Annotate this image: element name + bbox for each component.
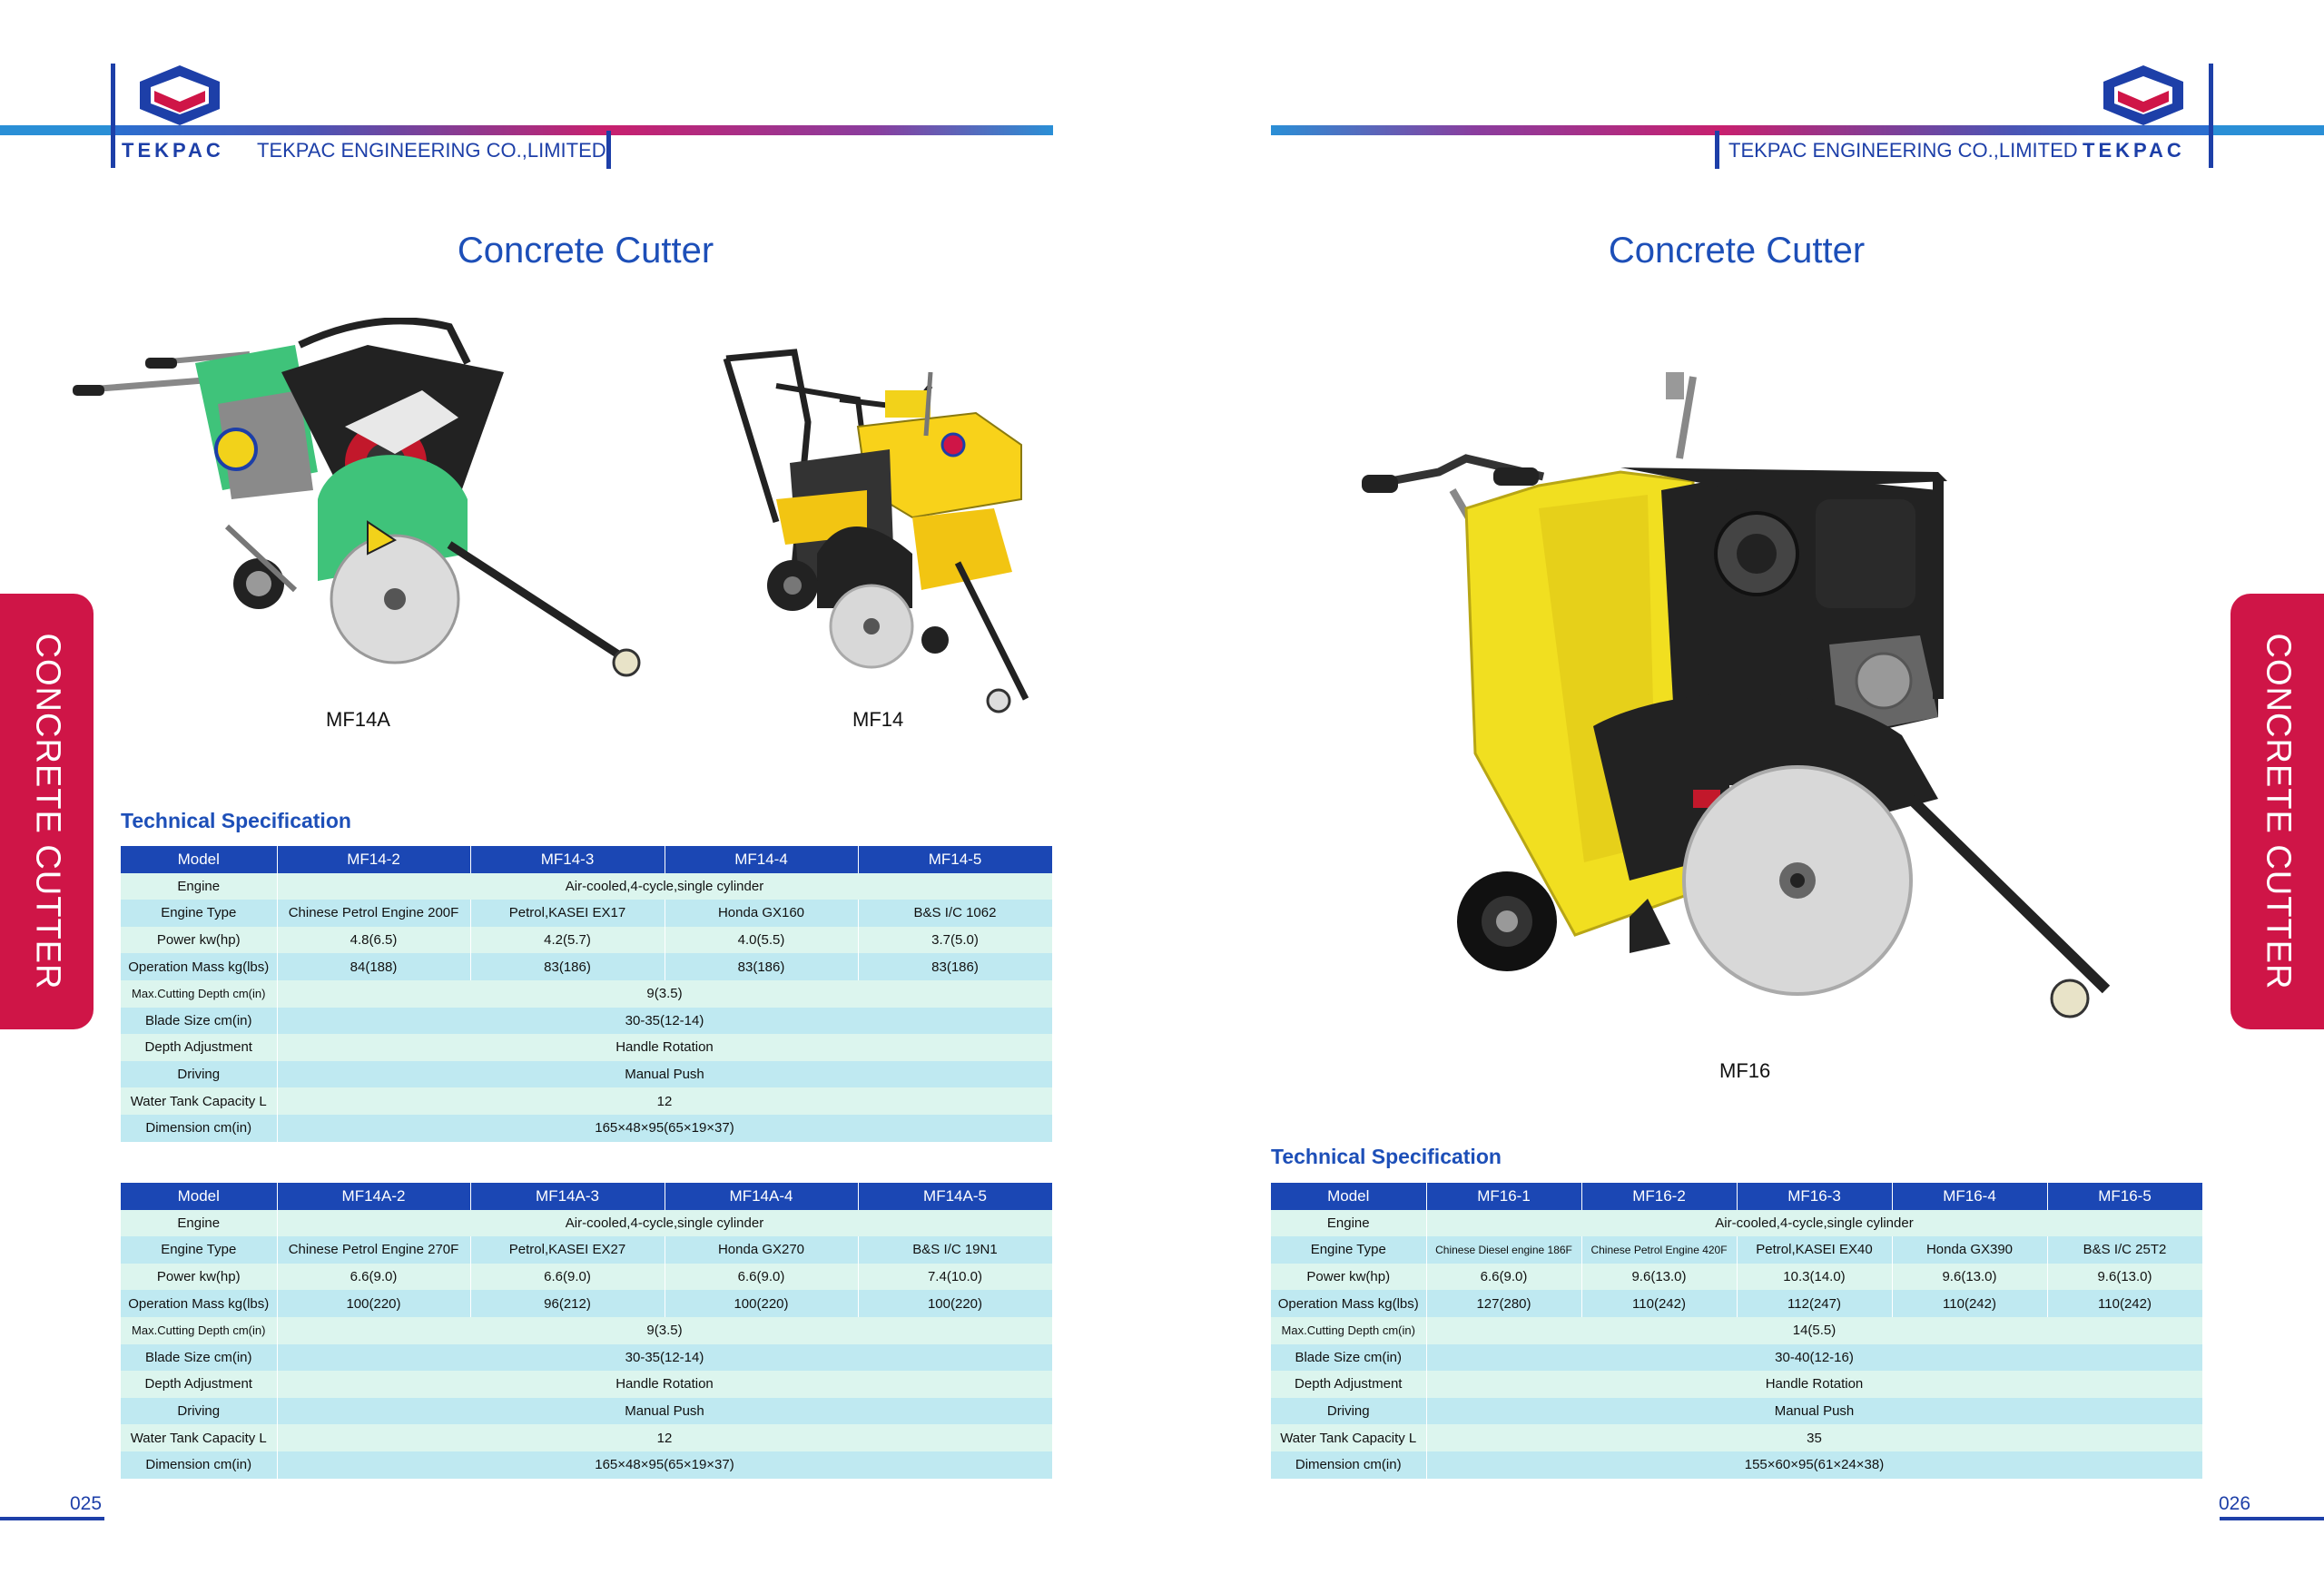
header-cell: Model xyxy=(121,846,277,873)
spec-table-mf14a xyxy=(121,1183,1053,1479)
table-cell: 100(220) xyxy=(665,1290,858,1317)
table-cell: 6.6(9.0) xyxy=(277,1264,470,1291)
table-cell: 9.6(13.0) xyxy=(2047,1264,2202,1291)
table-row xyxy=(1271,1210,2202,1237)
table-header-row xyxy=(1271,1183,2202,1210)
row-value: 9(3.5) xyxy=(277,980,1052,1008)
row-value: Handle Rotation xyxy=(277,1034,1052,1061)
row-label: Max.Cutting Depth cm(in) xyxy=(121,1317,277,1344)
concrete-cutter-diesel-yellow-icon xyxy=(1357,372,2129,1035)
row-value: 30-40(12-16) xyxy=(1426,1344,2202,1372)
table-cell: Petrol,KASEI EX27 xyxy=(470,1236,665,1264)
page-number-right: 026 xyxy=(2219,1493,2251,1514)
table-header-row xyxy=(121,1183,1052,1210)
table-cell: B&S I/C 1062 xyxy=(858,900,1052,927)
row-label: Dimension cm(in) xyxy=(121,1115,277,1142)
table-row xyxy=(1271,1290,2202,1317)
spec-title: Technical Specification xyxy=(121,809,351,832)
table-cell: 10.3(14.0) xyxy=(1737,1264,1892,1291)
header-cell: Model xyxy=(121,1183,277,1210)
table-cell: 4.2(5.7) xyxy=(470,927,665,954)
row-label: Dimension cm(in) xyxy=(1271,1451,1426,1479)
row-value: 12 xyxy=(277,1087,1052,1115)
table-row xyxy=(121,1317,1052,1344)
table-row xyxy=(121,1034,1052,1061)
row-label: Water Tank Capacity L xyxy=(121,1087,277,1115)
row-value: 30-35(12-14) xyxy=(277,1344,1052,1372)
header-cell: MF14-5 xyxy=(858,846,1052,873)
row-label: Engine xyxy=(121,1210,277,1237)
table-cell: B&S I/C 25T2 xyxy=(2047,1236,2202,1264)
page-number-rule-left xyxy=(0,1517,104,1520)
row-value: 9(3.5) xyxy=(277,1317,1052,1344)
header-rule-left-a xyxy=(0,125,111,135)
tekpac-logo-icon xyxy=(136,64,223,127)
row-value: 35 xyxy=(1426,1424,2202,1451)
table-row xyxy=(1271,1317,2202,1344)
table-row xyxy=(121,927,1052,954)
spec-table-mf14 xyxy=(121,846,1053,1142)
row-label: Engine Type xyxy=(121,1236,277,1264)
header-cell: MF16-2 xyxy=(1581,1183,1737,1210)
company-name: TEKPAC ENGINEERING CO.,LIMITED xyxy=(257,139,606,162)
row-label: Power kw(hp) xyxy=(121,927,277,954)
table-cell: Honda GX390 xyxy=(1892,1236,2047,1264)
page-number-rule-right xyxy=(2220,1517,2324,1520)
row-value: 14(5.5) xyxy=(1426,1317,2202,1344)
table-cell: 83(186) xyxy=(665,953,858,980)
table-cell: 110(242) xyxy=(2047,1290,2202,1317)
table-cell: 83(186) xyxy=(470,953,665,980)
table-row xyxy=(1271,1236,2202,1264)
table-cell: 4.0(5.5) xyxy=(665,927,858,954)
header-cell: MF14-3 xyxy=(470,846,665,873)
table-cell: 96(212) xyxy=(470,1290,665,1317)
row-label: Engine Type xyxy=(1271,1236,1426,1264)
row-label: Driving xyxy=(121,1398,277,1425)
table-cell: 3.7(5.0) xyxy=(858,927,1052,954)
product-caption-mf14a: MF14A xyxy=(326,708,390,731)
row-label: Depth Adjustment xyxy=(121,1034,277,1061)
header-bar-right-2 xyxy=(2209,64,2213,168)
table-cell: 127(280) xyxy=(1426,1290,1581,1317)
row-label: Engine xyxy=(121,873,277,900)
table-row xyxy=(1271,1371,2202,1398)
table-cell: Chinese Petrol Engine 420F xyxy=(1581,1236,1737,1264)
row-value: Manual Push xyxy=(277,1398,1052,1425)
side-tab-label: CONCRETE CUTTER xyxy=(2259,633,2297,990)
table-cell: Petrol,KASEI EX40 xyxy=(1737,1236,1892,1264)
row-value: Manual Push xyxy=(1426,1398,2202,1425)
row-value: Manual Push xyxy=(277,1061,1052,1088)
table-cell: 110(242) xyxy=(1892,1290,2047,1317)
header-cell: MF16-3 xyxy=(1737,1183,1892,1210)
header-cell: Model xyxy=(1271,1183,1426,1210)
table-row xyxy=(121,1264,1052,1291)
row-label: Water Tank Capacity L xyxy=(1271,1424,1426,1451)
row-value: Air-cooled,4-cycle,single cylinder xyxy=(277,873,1052,900)
row-label: Engine xyxy=(1271,1210,1426,1237)
header-cell: MF16-1 xyxy=(1426,1183,1581,1210)
spec-title: Technical Specification xyxy=(1271,1145,1502,1168)
row-value: Handle Rotation xyxy=(277,1371,1052,1398)
table-row xyxy=(121,1210,1052,1237)
table-cell: Petrol,KASEI EX17 xyxy=(470,900,665,927)
product-caption-mf14: MF14 xyxy=(852,708,904,731)
table-row xyxy=(121,980,1052,1008)
table-cell: 100(220) xyxy=(858,1290,1052,1317)
row-label: Blade Size cm(in) xyxy=(1271,1344,1426,1372)
table-cell: B&S I/C 19N1 xyxy=(858,1236,1052,1264)
row-value: 12 xyxy=(277,1424,1052,1451)
row-label: Max.Cutting Depth cm(in) xyxy=(1271,1317,1426,1344)
table-header-row xyxy=(121,846,1052,873)
table-row xyxy=(1271,1424,2202,1451)
table-row xyxy=(1271,1344,2202,1372)
row-value: Air-cooled,4-cycle,single cylinder xyxy=(1426,1210,2202,1237)
table-row xyxy=(121,1371,1052,1398)
table-row xyxy=(121,1236,1052,1264)
table-row xyxy=(121,1398,1052,1425)
table-row xyxy=(121,953,1052,980)
header-cell: MF14-2 xyxy=(277,846,470,873)
table-row xyxy=(121,1344,1052,1372)
row-label: Driving xyxy=(121,1061,277,1088)
row-label: Driving xyxy=(1271,1398,1426,1425)
table-cell: 112(247) xyxy=(1737,1290,1892,1317)
header-bar-left-1 xyxy=(111,64,115,168)
row-value: Handle Rotation xyxy=(1426,1371,2202,1398)
brand-name: TEKPAC xyxy=(2083,139,2185,162)
header-rule-right-a xyxy=(1271,125,1725,135)
header-cell: MF14A-4 xyxy=(665,1183,858,1210)
row-label: Operation Mass kg(lbs) xyxy=(1271,1290,1426,1317)
row-value: 165×48×95(65×19×37) xyxy=(277,1451,1052,1479)
header-bar-right-1 xyxy=(1715,131,1719,169)
table-cell: 6.6(9.0) xyxy=(665,1264,858,1291)
table-cell: 6.6(9.0) xyxy=(470,1264,665,1291)
row-label: Water Tank Capacity L xyxy=(121,1424,277,1451)
header-rule-left-b xyxy=(606,125,1053,135)
table-row xyxy=(121,1115,1052,1142)
side-tab-right xyxy=(2230,594,2324,1029)
table-row xyxy=(1271,1451,2202,1479)
page-title: Concrete Cutter xyxy=(457,231,714,271)
table-row xyxy=(121,873,1052,900)
table-cell: 4.8(6.5) xyxy=(277,927,470,954)
row-label: Power kw(hp) xyxy=(1271,1264,1426,1291)
header-cell: MF14-4 xyxy=(665,846,858,873)
row-label: Depth Adjustment xyxy=(121,1371,277,1398)
table-cell: 100(220) xyxy=(277,1290,470,1317)
table-cell: Honda GX160 xyxy=(665,900,858,927)
table-cell: Chinese Diesel engine 186F xyxy=(1426,1236,1581,1264)
brand-name: TEKPAC xyxy=(122,139,224,162)
side-tab-label: CONCRETE CUTTER xyxy=(28,633,66,990)
row-label: Power kw(hp) xyxy=(121,1264,277,1291)
table-row xyxy=(121,1424,1052,1451)
table-cell: 7.4(10.0) xyxy=(858,1264,1052,1291)
header-cell: MF14A-2 xyxy=(277,1183,470,1210)
row-label: Max.Cutting Depth cm(in) xyxy=(121,980,277,1008)
tekpac-logo-icon xyxy=(2100,64,2187,127)
table-cell: 84(188) xyxy=(277,953,470,980)
concrete-cutter-yellow-icon xyxy=(722,336,1039,717)
spec-table-mf16 xyxy=(1271,1183,2203,1479)
row-value: 155×60×95(61×24×38) xyxy=(1426,1451,2202,1479)
table-row xyxy=(121,1290,1052,1317)
header-cell: MF14A-3 xyxy=(470,1183,665,1210)
table-cell: 110(242) xyxy=(1581,1290,1737,1317)
header-rule-right-c xyxy=(2213,125,2324,135)
header-cell: MF16-5 xyxy=(2047,1183,2202,1210)
table-cell: 9.6(13.0) xyxy=(1892,1264,2047,1291)
table-row xyxy=(121,1451,1052,1479)
table-row xyxy=(121,1008,1052,1035)
page-number-left: 025 xyxy=(70,1493,103,1514)
row-value: 165×48×95(65×19×37) xyxy=(277,1115,1052,1142)
row-label: Blade Size cm(in) xyxy=(121,1344,277,1372)
row-value: 30-35(12-14) xyxy=(277,1008,1052,1035)
table-cell: Honda GX270 xyxy=(665,1236,858,1264)
header-cell: MF14A-5 xyxy=(858,1183,1052,1210)
table-row xyxy=(1271,1264,2202,1291)
table-cell: 83(186) xyxy=(858,953,1052,980)
table-cell: 9.6(13.0) xyxy=(1581,1264,1737,1291)
table-cell: 6.6(9.0) xyxy=(1426,1264,1581,1291)
product-caption-mf16: MF16 xyxy=(1719,1059,1771,1082)
row-label: Operation Mass kg(lbs) xyxy=(121,953,277,980)
page-title: Concrete Cutter xyxy=(1608,231,1866,271)
table-cell: Chinese Petrol Engine 200F xyxy=(277,900,470,927)
table-row xyxy=(121,900,1052,927)
row-label: Depth Adjustment xyxy=(1271,1371,1426,1398)
row-label: Engine Type xyxy=(121,900,277,927)
header-cell: MF16-4 xyxy=(1892,1183,2047,1210)
row-label: Blade Size cm(in) xyxy=(121,1008,277,1035)
header-bar-left-2 xyxy=(606,131,611,169)
row-label: Operation Mass kg(lbs) xyxy=(121,1290,277,1317)
row-label: Dimension cm(in) xyxy=(121,1451,277,1479)
table-cell: Chinese Petrol Engine 270F xyxy=(277,1236,470,1264)
row-value: Air-cooled,4-cycle,single cylinder xyxy=(277,1210,1052,1237)
table-row xyxy=(1271,1398,2202,1425)
company-name: TEKPAC ENGINEERING CO.,LIMITED xyxy=(1728,139,2078,162)
concrete-cutter-green-icon xyxy=(68,318,658,690)
table-row xyxy=(121,1087,1052,1115)
table-row xyxy=(121,1061,1052,1088)
